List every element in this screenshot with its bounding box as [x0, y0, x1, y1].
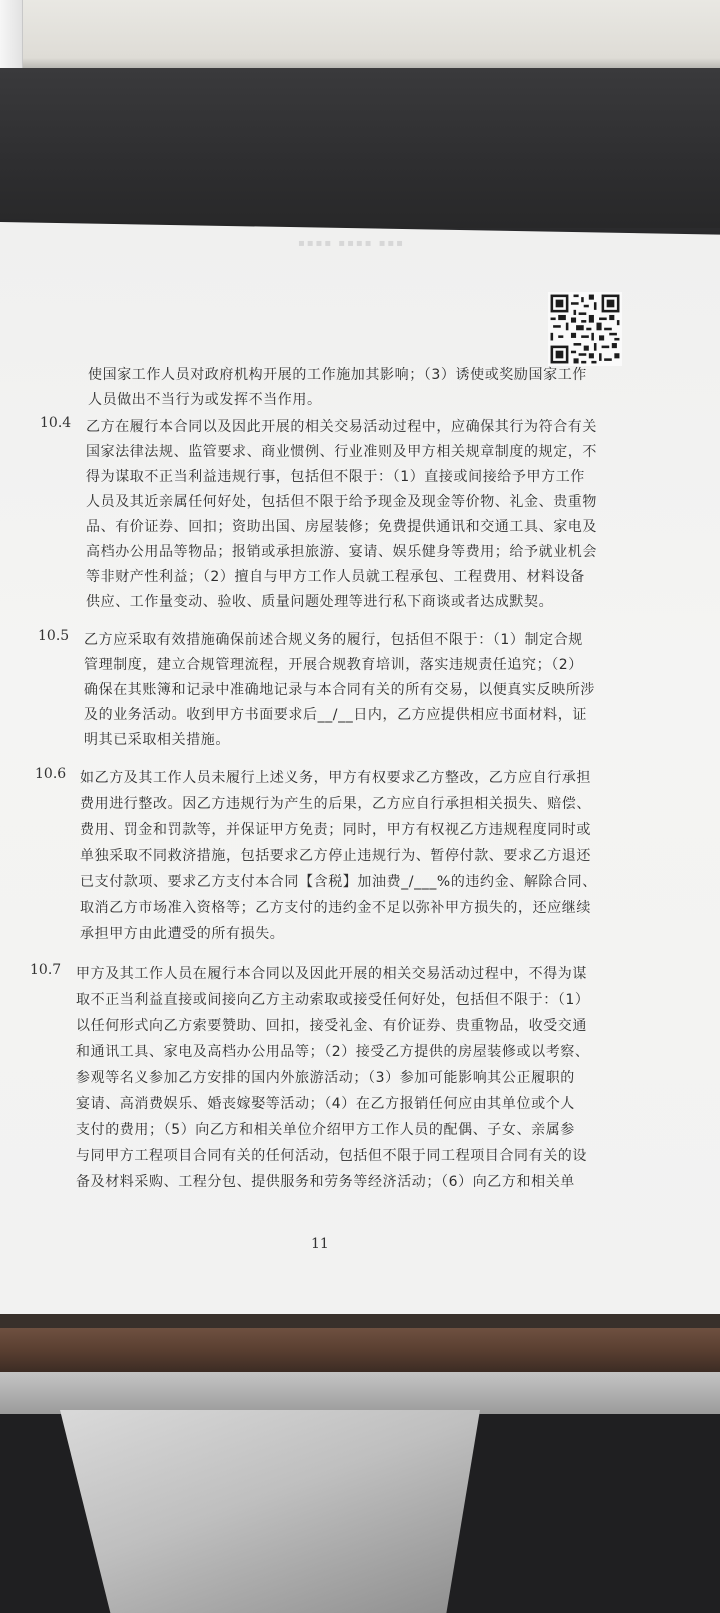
clause-line: 如乙方及其工作人员未履行上述义务，甲方有权要求乙方整改，乙方应自行承担 — [80, 770, 591, 786]
clause-line: 乙方在履行本合同以及因此开展的相关交易活动过程中，应确保其行为符合有关 — [86, 419, 597, 435]
clause-line: 取消乙方市场准入资格等；乙方支付的违约金不足以弥补甲方损失的，还应继续 — [80, 900, 591, 916]
clause-line: 供应、工作量变动、验收、质量问题处理等进行私下商谈或者达成默契。 — [86, 594, 554, 610]
intro-line: 人员做出不当行为或发挥不当作用。 — [88, 392, 322, 408]
clause-line: 甲方及其工作人员在履行本合同以及因此开展的相关交易活动过程中，不得为谋 — [76, 966, 587, 982]
background-paper-sheet — [0, 0, 720, 68]
clause-line: 高档办公用品等物品；报销或承担旅游、宴请、娱乐健身等费用；给予就业机会 — [86, 544, 597, 560]
clause-number: 10.5 — [38, 628, 70, 644]
clause-line: 费用进行整改。因乙方违规行为产生的后果，乙方应自行承担相关损失、赔偿、 — [80, 796, 591, 812]
clause-line: 和通讯工具、家电及高档办公用品等；（2）接受乙方提供的房屋装修或以考察、 — [76, 1044, 590, 1060]
clause-line: 乙方应采取有效措施确保前述合规义务的履行，包括但不限于：（1）制定合规 — [84, 632, 583, 648]
clause-line: 等非财产性利益；（2）擅自与甲方工作人员就工程承包、工程费用、材料设备 — [86, 569, 585, 585]
clause-line: 费用、罚金和罚款等，并保证甲方免责；同时，甲方有权视乙方违规程度同时或 — [80, 822, 591, 838]
clause-line: 确保在其账簿和记录中准确地记录与本合同有关的所有交易，以便真实反映所涉 — [84, 682, 595, 698]
background-cloth — [60, 1410, 480, 1613]
clause-line: 明其已采取相关措施。 — [84, 732, 230, 748]
clause-line: 已支付款项、要求乙方支付本合同【含税】加油费_/___%的违约金、解除合同、 — [80, 874, 597, 890]
clause-line: 得为谋取不正当利益违规行事，包括但不限于：（1）直接或间接给予甲方工作 — [86, 469, 585, 485]
clause-line: 承担甲方由此遭受的所有损失。 — [80, 926, 285, 942]
page-number: 11 — [311, 1236, 329, 1252]
clause-line: 支付的费用；（5）向乙方和相关单位介绍甲方工作人员的配偶、子女、亲属参 — [76, 1122, 575, 1138]
clause-line: 宴请、高消费娱乐、婚丧嫁娶等活动；（4）在乙方报销任何应由其单位或个人 — [76, 1096, 575, 1112]
desk-edge — [0, 1328, 720, 1372]
clause-line: 备及材料采购、工程分包、提供服务和劳务等经济活动；（6）向乙方和相关单 — [76, 1174, 575, 1190]
clause-line: 参观等名义参加乙方安排的国内外旅游活动；（3）参加可能影响其公正履职的 — [76, 1070, 575, 1086]
faint-header-mark: ▪▪▪▪ ▪▪▪▪ ▪▪▪ — [298, 238, 405, 249]
clause-line: 单独采取不同救济措施，包括要求乙方停止违规行为、暂停付款、要求乙方退还 — [80, 848, 591, 864]
clause-line: 国家法律法规、监管要求、商业惯例、行业准则及甲方相关规章制度的规定，不 — [86, 444, 597, 460]
clause-line: 取不正当利益直接或间接向乙方主动索取或接受任何好处，包括但不限于：（1） — [76, 992, 590, 1008]
background-surface — [0, 68, 720, 228]
clause-line: 管理制度，建立合规管理流程，开展合规教育培训，落实违规责任追究；（2） — [84, 657, 583, 673]
clause-number: 10.6 — [35, 766, 67, 782]
clause-line: 以任何形式向乙方索要赞助、回扣，接受礼金、有价证券、贵重物品，收受交通 — [76, 1018, 587, 1034]
clause-line: 人员及其近亲属任何好处，包括但不限于给予现金及现金等价物、礼金、贵重物 — [86, 494, 597, 510]
background-ledge — [0, 1372, 720, 1414]
clause-line: 及的业务活动。收到甲方书面要求后__/__日内，乙方应提供相应书面材料，证 — [84, 707, 587, 723]
clause-line: 品、有价证券、回扣；资助出国、房屋装修；免费提供通讯和交通工具、家电及 — [86, 519, 597, 535]
clause-number: 10.4 — [40, 415, 72, 431]
clause-number: 10.7 — [30, 962, 62, 978]
qr-code-icon — [548, 292, 622, 366]
clause-line: 与同甲方工程项目合同有关的任何活动，包括但不限于同工程项目合同有关的设 — [76, 1148, 587, 1164]
intro-line: 使国家工作人员对政府机构开展的工作施加其影响；（3）诱使或奖励国家工作 — [88, 367, 587, 383]
